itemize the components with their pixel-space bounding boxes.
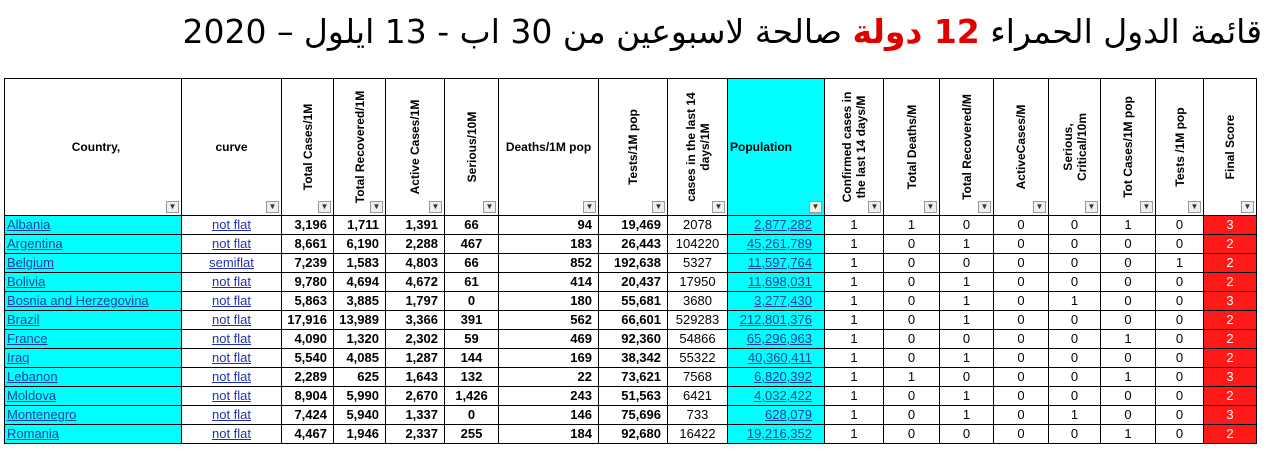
cell-confirmed14: 1: [825, 254, 884, 273]
cell-f-serious: 0: [1049, 254, 1101, 273]
cell-f-recovered: 0: [940, 254, 994, 273]
cell-active-cases: 2,670: [386, 387, 445, 406]
cell-serious: 59: [445, 330, 499, 349]
cell-f-serious: 0: [1049, 216, 1101, 235]
cell-deaths: 169: [499, 349, 599, 368]
cell-f-active: 0: [994, 349, 1049, 368]
col-header-curve: curve ▼: [182, 79, 282, 216]
cell-curve[interactable]: not flat: [182, 368, 282, 387]
cell-confirmed14: 1: [825, 292, 884, 311]
col-header-serious: Serious/10M ▼: [445, 79, 499, 216]
cell-deaths: 562: [499, 311, 599, 330]
table-row: [5, 254, 1257, 273]
cell-total-cases: 3,196: [282, 216, 334, 235]
cell-cases14: 17950: [668, 273, 728, 292]
cell-f-recovered: 0: [940, 330, 994, 349]
cell-f-serious: 0: [1049, 330, 1101, 349]
table-row: [5, 330, 1257, 349]
cell-deaths: 852: [499, 254, 599, 273]
table-row: [5, 425, 1257, 444]
cell-f-active: 0: [994, 330, 1049, 349]
filter-dropdown-icon[interactable]: ▼: [652, 201, 665, 213]
filter-dropdown-icon[interactable]: ▼: [924, 201, 937, 213]
cell-total-cases: 2,289: [282, 368, 334, 387]
cell-cases14: 7568: [668, 368, 728, 387]
cell-population[interactable]: 2,877,282: [728, 216, 825, 235]
cell-final-score: 2: [1204, 349, 1257, 368]
cell-f-tests: 0: [1156, 387, 1204, 406]
table-row: [5, 273, 1257, 292]
cell-f-totcases: 1: [1101, 216, 1156, 235]
cell-final-score: 3: [1204, 216, 1257, 235]
cell-f-tests: 0: [1156, 216, 1204, 235]
cell-f-tests: 0: [1156, 406, 1204, 425]
cell-population[interactable]: 4,032,422: [728, 387, 825, 406]
filter-dropdown-icon[interactable]: ▼: [166, 201, 179, 213]
country-link[interactable]: Bolivia: [7, 274, 46, 289]
filter-dropdown-icon[interactable]: ▼: [868, 201, 881, 213]
filter-active-icon[interactable]: ▼: [1241, 201, 1254, 213]
cell-population[interactable]: 11,698,031: [728, 273, 825, 292]
table-row: [5, 292, 1257, 311]
cell-cases14: 55322: [668, 349, 728, 368]
cell-cases14: 54866: [668, 330, 728, 349]
cell-total-recovered: 625: [334, 368, 386, 387]
cell-total-recovered: 13,989: [334, 311, 386, 330]
cell-curve[interactable]: not flat: [182, 235, 282, 254]
cell-f-recovered: 1: [940, 273, 994, 292]
cell-country[interactable]: [5, 330, 182, 349]
cell-tests: 92,680: [599, 425, 668, 444]
cell-f-recovered: 1: [940, 235, 994, 254]
cell-total-recovered: 5,940: [334, 406, 386, 425]
title-suffix: صالحة لاسبوعين من 30 اب - 13 ايلول – 2020: [182, 12, 842, 51]
cell-confirmed14: 1: [825, 216, 884, 235]
cell-serious: 0: [445, 292, 499, 311]
cell-f-serious: 0: [1049, 311, 1101, 330]
cell-f-recovered: 1: [940, 387, 994, 406]
cell-deaths: 243: [499, 387, 599, 406]
cell-total-recovered: 1,711: [334, 216, 386, 235]
cell-final-score: 2: [1204, 235, 1257, 254]
cell-active-cases: 1,643: [386, 368, 445, 387]
cell-f-deaths: 0: [884, 349, 940, 368]
cell-cases14: 3680: [668, 292, 728, 311]
col-header-f-active: ActiveCases/M ▼: [994, 79, 1049, 216]
cell-tests: 92,360: [599, 330, 668, 349]
country-link[interactable]: Albania: [7, 217, 51, 232]
col-header-total-recovered: Total Recovered/1M ▼: [334, 79, 386, 216]
country-link[interactable]: France: [7, 331, 48, 346]
cell-f-active: 0: [994, 235, 1049, 254]
table-row: [5, 235, 1257, 254]
cell-cases14: 5327: [668, 254, 728, 273]
cell-deaths: 184: [499, 425, 599, 444]
filter-dropdown-icon[interactable]: ▼: [1033, 201, 1046, 213]
cell-total-cases: 5,540: [282, 349, 334, 368]
country-link[interactable]: Iraq: [7, 350, 30, 365]
cell-serious: 66: [445, 254, 499, 273]
cell-f-recovered: 1: [940, 406, 994, 425]
country-link[interactable]: Argentina: [7, 236, 63, 251]
cell-final-score: 2: [1204, 425, 1257, 444]
cell-f-tests: 0: [1156, 311, 1204, 330]
cell-f-active: 0: [994, 368, 1049, 387]
filter-dropdown-icon[interactable]: ▼: [429, 201, 442, 213]
cell-f-tests: 0: [1156, 330, 1204, 349]
page-title: [0, 6, 1262, 58]
cell-f-deaths: 0: [884, 311, 940, 330]
filter-dropdown-icon[interactable]: ▼: [266, 201, 279, 213]
cell-total-recovered: 4,694: [334, 273, 386, 292]
cell-confirmed14: 1: [825, 273, 884, 292]
cell-total-cases: 7,239: [282, 254, 334, 273]
filter-dropdown-icon[interactable]: ▼: [978, 201, 991, 213]
cell-f-tests: 0: [1156, 425, 1204, 444]
cell-country[interactable]: [5, 349, 182, 368]
cell-f-tests: 0: [1156, 349, 1204, 368]
cell-final-score: 2: [1204, 273, 1257, 292]
cell-tests: 192,638: [599, 254, 668, 273]
cell-cases14: 733: [668, 406, 728, 425]
cell-serious: 255: [445, 425, 499, 444]
country-link[interactable]: Lebanon: [7, 369, 58, 384]
cell-population[interactable]: 19,216,352: [728, 425, 825, 444]
filter-dropdown-icon[interactable]: ▼: [809, 201, 822, 213]
col-header-f-recovered: Total Recovered/M ▼: [940, 79, 994, 216]
filter-dropdown-icon[interactable]: ▼: [1085, 201, 1098, 213]
cell-tests: 26,443: [599, 235, 668, 254]
cell-f-totcases: 0: [1101, 311, 1156, 330]
cell-total-recovered: 1,946: [334, 425, 386, 444]
cell-active-cases: 2,288: [386, 235, 445, 254]
cell-f-totcases: 0: [1101, 254, 1156, 273]
col-header-confirmed14: Confirmed cases in the last 14 days/M ▼: [825, 79, 884, 216]
cell-f-tests: 0: [1156, 292, 1204, 311]
cell-serious: 1,426: [445, 387, 499, 406]
cell-f-serious: 0: [1049, 235, 1101, 254]
filter-dropdown-icon[interactable]: ▼: [583, 201, 596, 213]
cell-f-active: 0: [994, 273, 1049, 292]
cell-serious: 0: [445, 406, 499, 425]
cell-total-cases: 8,904: [282, 387, 334, 406]
cell-final-score: 2: [1204, 254, 1257, 273]
cell-final-score: 3: [1204, 368, 1257, 387]
country-link[interactable]: Montenegro: [7, 407, 77, 422]
cell-tests: 20,437: [599, 273, 668, 292]
cell-cases14: 6421: [668, 387, 728, 406]
red-countries-table: [4, 78, 1257, 444]
filter-dropdown-icon[interactable]: ▼: [712, 201, 725, 213]
cell-country[interactable]: [5, 387, 182, 406]
cell-f-serious: 0: [1049, 425, 1101, 444]
cell-population[interactable]: 45,261,789: [728, 235, 825, 254]
country-link[interactable]: Romania: [7, 426, 60, 441]
cell-f-tests: 0: [1156, 235, 1204, 254]
cell-f-active: 0: [994, 216, 1049, 235]
cell-deaths: 22: [499, 368, 599, 387]
cell-f-deaths: 0: [884, 254, 940, 273]
cell-cases14: 104220: [668, 235, 728, 254]
cell-tests: 66,601: [599, 311, 668, 330]
cell-curve[interactable]: not flat: [182, 425, 282, 444]
cell-f-recovered: 1: [940, 292, 994, 311]
cell-total-cases: 5,863: [282, 292, 334, 311]
cell-f-totcases: 0: [1101, 406, 1156, 425]
cell-confirmed14: 1: [825, 406, 884, 425]
cell-population[interactable]: 65,296,963: [728, 330, 825, 349]
cell-f-tests: 0: [1156, 368, 1204, 387]
cell-serious: 61: [445, 273, 499, 292]
cell-serious: 467: [445, 235, 499, 254]
cell-deaths: 414: [499, 273, 599, 292]
cell-f-totcases: 1: [1101, 330, 1156, 349]
cell-total-recovered: 5,990: [334, 387, 386, 406]
cell-country[interactable]: [5, 292, 182, 311]
cell-deaths: 469: [499, 330, 599, 349]
table-row: [5, 368, 1257, 387]
filter-dropdown-icon[interactable]: ▼: [1188, 201, 1201, 213]
cell-cases14: 2078: [668, 216, 728, 235]
cell-active-cases: 4,672: [386, 273, 445, 292]
cell-population[interactable]: 6,820,392: [728, 368, 825, 387]
col-header-final-score: Final Score ▼: [1204, 79, 1257, 216]
cell-tests: 51,563: [599, 387, 668, 406]
cell-deaths: 180: [499, 292, 599, 311]
cell-country[interactable]: [5, 235, 182, 254]
cell-country[interactable]: [5, 254, 182, 273]
col-header-f-tests: Tests /1M pop ▼: [1156, 79, 1204, 216]
cell-tests: 75,696: [599, 406, 668, 425]
cell-tests: 38,342: [599, 349, 668, 368]
cell-f-recovered: 0: [940, 368, 994, 387]
cell-population[interactable]: 3,277,430: [728, 292, 825, 311]
cell-curve[interactable]: not flat: [182, 406, 282, 425]
cell-active-cases: 1,287: [386, 349, 445, 368]
cell-curve[interactable]: not flat: [182, 273, 282, 292]
cell-f-deaths: 0: [884, 235, 940, 254]
cell-total-recovered: 6,190: [334, 235, 386, 254]
filter-dropdown-icon[interactable]: ▼: [483, 201, 496, 213]
filter-dropdown-icon[interactable]: ▼: [1140, 201, 1153, 213]
table-row: [5, 349, 1257, 368]
cell-active-cases: 1,391: [386, 216, 445, 235]
cell-population[interactable]: 40,360,411: [728, 349, 825, 368]
country-link[interactable]: Belgium: [7, 255, 54, 270]
cell-f-active: 0: [994, 387, 1049, 406]
cell-f-deaths: 0: [884, 330, 940, 349]
cell-deaths: 94: [499, 216, 599, 235]
cell-tests: 55,681: [599, 292, 668, 311]
cell-curve[interactable]: semiflat: [182, 254, 282, 273]
cell-curve[interactable]: not flat: [182, 311, 282, 330]
cell-active-cases: 2,302: [386, 330, 445, 349]
cell-active-cases: 4,803: [386, 254, 445, 273]
country-link[interactable]: Moldova: [7, 388, 57, 403]
filter-dropdown-icon[interactable]: ▼: [318, 201, 331, 213]
cell-confirmed14: 1: [825, 235, 884, 254]
cell-serious: 66: [445, 216, 499, 235]
col-header-f-deaths: Total Deaths/M ▼: [884, 79, 940, 216]
cell-f-recovered: 1: [940, 349, 994, 368]
cell-final-score: 2: [1204, 330, 1257, 349]
cell-f-serious: 0: [1049, 273, 1101, 292]
cell-cases14: 529283: [668, 311, 728, 330]
cell-curve[interactable]: not flat: [182, 349, 282, 368]
table-row: [5, 387, 1257, 406]
col-header-deaths: Deaths/1M pop ▼: [499, 79, 599, 216]
col-header-country: Country, ▼: [5, 79, 182, 216]
cell-f-deaths: 0: [884, 425, 940, 444]
cell-population[interactable]: 628,079: [728, 406, 825, 425]
col-header-tests: Tests/1M pop ▼: [599, 79, 668, 216]
cell-tests: 19,469: [599, 216, 668, 235]
cell-serious: 132: [445, 368, 499, 387]
cell-f-totcases: 1: [1101, 368, 1156, 387]
title-highlight: 12 دولة: [852, 12, 980, 51]
cell-confirmed14: 1: [825, 311, 884, 330]
cell-f-totcases: 0: [1101, 349, 1156, 368]
cell-confirmed14: 1: [825, 349, 884, 368]
header-row: [5, 79, 1257, 216]
col-header-cases14: cases in the last 14 days/1M ▼: [668, 79, 728, 216]
cell-final-score: 2: [1204, 311, 1257, 330]
cell-f-deaths: 0: [884, 292, 940, 311]
cell-total-cases: 9,780: [282, 273, 334, 292]
cell-f-deaths: 0: [884, 387, 940, 406]
cell-country[interactable]: [5, 216, 182, 235]
cell-country[interactable]: [5, 273, 182, 292]
cell-active-cases: 3,366: [386, 311, 445, 330]
country-link[interactable]: Bosnia and Herzegovina: [7, 293, 149, 308]
country-link[interactable]: Brazil: [7, 312, 40, 327]
cell-confirmed14: 1: [825, 387, 884, 406]
cell-total-cases: 8,661: [282, 235, 334, 254]
cell-total-recovered: 3,885: [334, 292, 386, 311]
title-prefix: قائمة الدول الحمراء: [990, 12, 1262, 51]
cell-curve[interactable]: not flat: [182, 216, 282, 235]
cell-active-cases: 1,337: [386, 406, 445, 425]
col-header-total-cases: Total Cases/1M ▼: [282, 79, 334, 216]
cell-f-active: 0: [994, 292, 1049, 311]
cell-population[interactable]: 212,801,376: [728, 311, 825, 330]
cell-f-deaths: 0: [884, 273, 940, 292]
cell-serious: 144: [445, 349, 499, 368]
cell-f-active: 0: [994, 406, 1049, 425]
cell-f-totcases: 0: [1101, 235, 1156, 254]
cell-country[interactable]: [5, 311, 182, 330]
cell-f-recovered: 0: [940, 425, 994, 444]
cell-f-totcases: 0: [1101, 387, 1156, 406]
cell-country[interactable]: [5, 425, 182, 444]
cell-population[interactable]: 11,597,764: [728, 254, 825, 273]
cell-f-recovered: 0: [940, 216, 994, 235]
cell-confirmed14: 1: [825, 425, 884, 444]
cell-f-totcases: 0: [1101, 292, 1156, 311]
cell-total-recovered: 4,085: [334, 349, 386, 368]
cell-f-recovered: 1: [940, 311, 994, 330]
cell-total-cases: 4,467: [282, 425, 334, 444]
cell-serious: 391: [445, 311, 499, 330]
cell-total-recovered: 1,583: [334, 254, 386, 273]
col-header-population: Population ▼: [728, 79, 825, 216]
cell-total-cases: 7,424: [282, 406, 334, 425]
table-row: [5, 406, 1257, 425]
cell-curve[interactable]: not flat: [182, 330, 282, 349]
cell-country[interactable]: [5, 406, 182, 425]
cell-final-score: 3: [1204, 406, 1257, 425]
cell-tests: 73,621: [599, 368, 668, 387]
cell-f-active: 0: [994, 425, 1049, 444]
table-row: [5, 311, 1257, 330]
cell-f-totcases: 1: [1101, 425, 1156, 444]
col-header-active-cases: Active Cases/1M ▼: [386, 79, 445, 216]
cell-f-serious: 0: [1049, 387, 1101, 406]
cell-f-serious: 0: [1049, 368, 1101, 387]
cell-final-score: 3: [1204, 292, 1257, 311]
cell-active-cases: 1,797: [386, 292, 445, 311]
cell-f-tests: 1: [1156, 254, 1204, 273]
cell-f-deaths: 1: [884, 368, 940, 387]
cell-curve[interactable]: not flat: [182, 387, 282, 406]
cell-deaths: 183: [499, 235, 599, 254]
cell-f-deaths: 1: [884, 216, 940, 235]
cell-total-cases: 4,090: [282, 330, 334, 349]
cell-f-tests: 0: [1156, 273, 1204, 292]
cell-f-active: 0: [994, 311, 1049, 330]
cell-country[interactable]: [5, 368, 182, 387]
cell-f-deaths: 0: [884, 406, 940, 425]
col-header-f-serious: Serious, Critical/10m ▼: [1049, 79, 1101, 216]
cell-f-totcases: 0: [1101, 273, 1156, 292]
table-row: [5, 216, 1257, 235]
cell-cases14: 16422: [668, 425, 728, 444]
cell-f-serious: 0: [1049, 349, 1101, 368]
cell-curve[interactable]: not flat: [182, 292, 282, 311]
cell-final-score: 2: [1204, 387, 1257, 406]
cell-f-serious: 1: [1049, 406, 1101, 425]
table-body: [5, 216, 1257, 444]
cell-active-cases: 2,337: [386, 425, 445, 444]
cell-confirmed14: 1: [825, 368, 884, 387]
cell-total-cases: 17,916: [282, 311, 334, 330]
cell-deaths: 146: [499, 406, 599, 425]
filter-dropdown-icon[interactable]: ▼: [370, 201, 383, 213]
cell-total-recovered: 1,320: [334, 330, 386, 349]
col-header-f-totcases: Tot Cases/1M pop ▼: [1101, 79, 1156, 216]
cell-f-serious: 1: [1049, 292, 1101, 311]
cell-confirmed14: 1: [825, 330, 884, 349]
cell-f-active: 0: [994, 254, 1049, 273]
